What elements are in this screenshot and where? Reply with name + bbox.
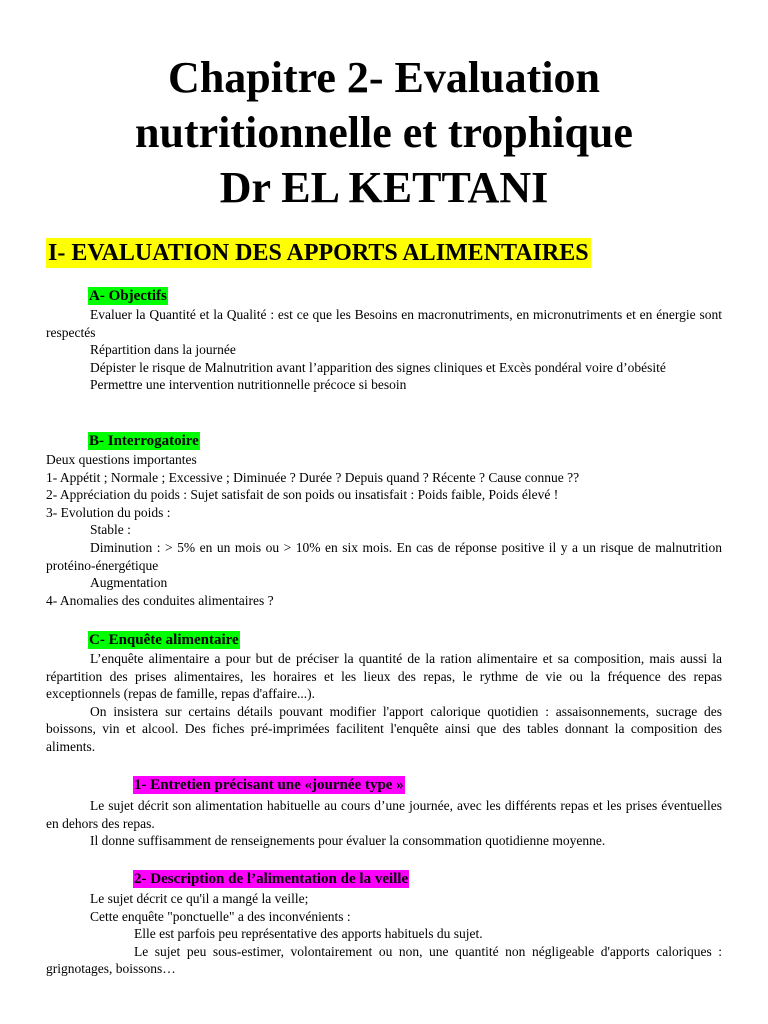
entretien-paragraph: Le sujet décrit son alimentation habituelle au cours d’une journée, avec les différents repas et les prises éventuelles en dehors des repas. — [46, 798, 722, 831]
interrogatoire-line: Deux questions importantes — [46, 452, 197, 467]
enquete-paragraph: On insistera sur certains détails pouvant modifier l'apport calorique quotidien : assaisonnements, sucrage des boissons, vin et alcool. Des fiches pré-imprimées facilitent l'enquête ainsi que des tables donnant la composition des aliments. — [46, 703, 722, 754]
interrogatoire-block — [46, 451, 722, 609]
page-title — [0, 50, 768, 215]
veille-line: Cette enquête "ponctuelle" a des inconvénients : — [90, 908, 351, 924]
objectifs-paragraph: Dépister le risque de Malnutrition avant l’apparition des signes cliniques et Excès pondéral voire d’obésité — [90, 359, 666, 375]
interrogatoire-line: Stable : — [90, 522, 131, 538]
enquete-paragraph: L’enquête alimentaire a pour but de préciser la quantité de la ration alimentaire et sa composition, mais aussi la répartition des prises alimentaires, les horaires et les lieux des repas, le rythme de vie ou la fréquence des repas exceptionnels (repas de famille, repas d'affaire...). — [46, 651, 722, 702]
subheading-interrogatoire: B- Interrogatoire — [89, 433, 199, 449]
interrogatoire-line: Augmentation — [90, 575, 168, 591]
subheading-entretien: 1- Entretien précisant une «journée type » — [134, 777, 404, 793]
interrogatoire-line: 1- Appétit ; Normale ; Excessive ; Diminuée ? Durée ? Depuis quand ? Récente ? Cause connue ?? — [46, 469, 580, 485]
subheading-enquete: C- Enquête alimentaire — [89, 632, 239, 648]
objectifs-paragraph: Permettre une intervention nutritionnelle précoce si besoin — [90, 377, 407, 393]
veille-block — [46, 890, 722, 978]
title-line-1: Chapitre 2- Evaluation — [168, 53, 600, 102]
interrogatoire-line: 3- Evolution du poids : — [46, 504, 171, 520]
title-line-2: nutritionnelle et trophique — [135, 108, 633, 157]
objectifs-paragraph: Répartition dans la journée — [90, 342, 236, 358]
enquete-block — [46, 650, 722, 756]
veille-line: Le sujet peu sous-estimer, volontairement ou non, une quantité non négligeable d'apports caloriques : grignotages, boissons… — [46, 943, 722, 977]
interrogatoire-line: 2- Appréciation du poids : Sujet satisfait de son poids ou insatisfait : Poids faible, Poids élevé ! — [46, 487, 559, 503]
veille-line: Le sujet décrit ce qu'il a mangé la veille; — [90, 891, 309, 906]
objectifs-paragraph: Evaluer la Quantité et la Qualité : est ce que les Besoins en macronutriments, en micronutriments et en énergie sont respectés — [46, 307, 722, 340]
veille-line: Elle est parfois peu représentative des apports habituels du sujet. — [134, 926, 483, 942]
entretien-block — [46, 797, 722, 850]
title-line-3: Dr EL KETTANI — [219, 163, 549, 212]
entretien-paragraph: Il donne suffisamment de renseignements pour évaluer la consommation quotidienne moyenne. — [90, 833, 606, 849]
objectifs-block — [46, 306, 722, 394]
section-heading-apports: I- EVALUATION DES APPORTS ALIMENTAIRES — [48, 240, 589, 266]
subheading-objectifs: A- Objectifs — [89, 288, 167, 304]
interrogatoire-line: Diminution : > 5% en un mois ou > 10% en six mois. En cas de réponse positive il y a un risque de malnutrition protéino-énergétique — [46, 539, 722, 573]
subheading-veille: 2- Description de l’alimentation de la veille — [134, 871, 409, 887]
interrogatoire-line: 4- Anomalies des conduites alimentaires ? — [46, 592, 274, 608]
